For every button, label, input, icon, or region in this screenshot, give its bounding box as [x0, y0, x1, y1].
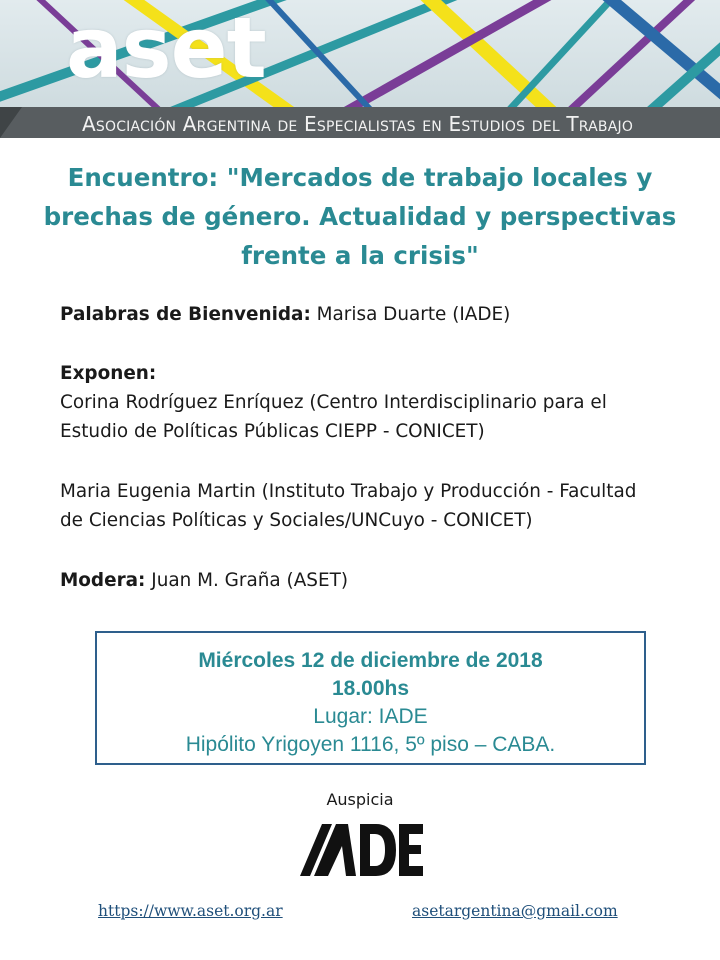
org-name: Asociación Argentina de Especialistas en Estudios del Trabajo — [82, 112, 634, 136]
speaker-1 — [60, 388, 700, 446]
speaker-1-line: Estudio de Políticas Públicas CIEPP - CONICET) — [60, 421, 485, 442]
welcome-name: Marisa Duarte (IADE) — [310, 304, 511, 325]
header-banner — [0, 0, 720, 138]
moderator-line — [60, 566, 700, 595]
speaker-1-line: Corina Rodríguez Enríquez (Centro Interdisciplinario para el — [60, 392, 607, 413]
speaker-2 — [60, 477, 700, 535]
speakers-label: Exponen: — [60, 363, 157, 384]
speaker-2-line: de Ciencias Políticas y Sociales/UNCuyo - CONICET) — [60, 510, 533, 531]
aset-logo: aset — [66, 0, 266, 97]
website-link[interactable]: https://www.aset.org.ar — [98, 902, 283, 920]
event-place: Lugar: IADE — [313, 705, 428, 728]
event-info-box — [95, 631, 646, 765]
speakers-heading — [60, 359, 700, 388]
speaker-2-line: Maria Eugenia Martin (Instituto Trabajo y Producción - Facultad — [60, 481, 637, 502]
event-title — [30, 158, 690, 275]
iade-logo — [300, 820, 424, 878]
event-address: Hipólito Yrigoyen 1116, 5º piso – CABA. — [185, 733, 556, 756]
moderator-name: Juan M. Graña (ASET) — [145, 570, 348, 591]
moderator-label: Modera: — [60, 570, 146, 591]
program-section — [60, 300, 700, 595]
welcome-line — [60, 300, 700, 329]
event-title-line: brechas de género. Actualidad y perspectivas — [43, 202, 677, 231]
event-title-line: frente a la crisis" — [241, 241, 479, 270]
event-time: 18.00hs — [331, 677, 410, 700]
event-title-line: Encuentro: "Mercados de trabajo locales y — [67, 163, 653, 192]
org-name-bar — [0, 107, 720, 138]
sponsor-label: Auspicia — [326, 790, 394, 809]
email-link[interactable]: asetargentina@gmail.com — [412, 902, 618, 920]
welcome-label: Palabras de Bienvenida: — [60, 304, 311, 325]
event-date: Miércoles 12 de diciembre de 2018 — [198, 649, 543, 672]
bar-notch — [0, 107, 22, 138]
